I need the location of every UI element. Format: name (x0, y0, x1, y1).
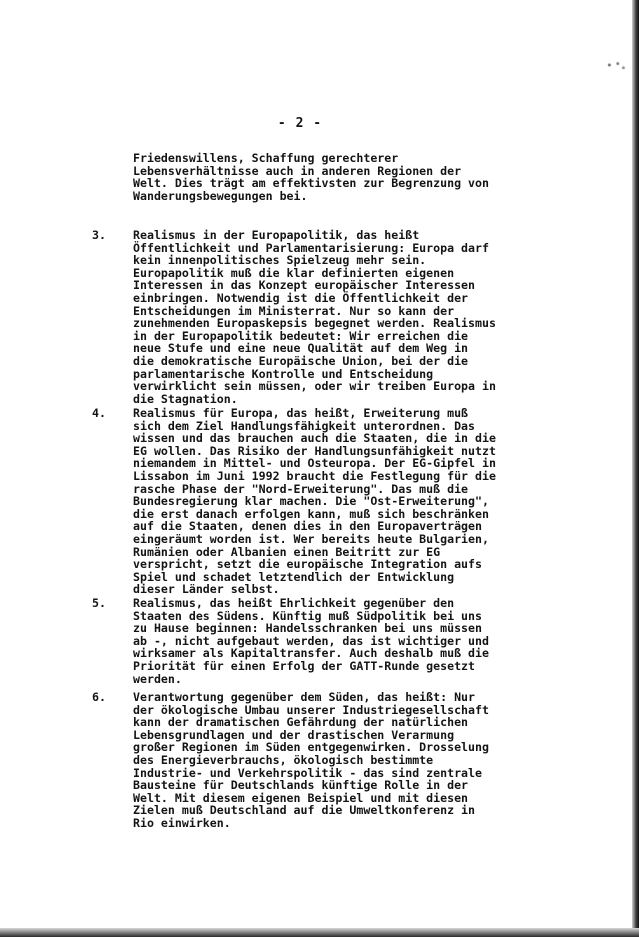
item-6-line: Lebensgrundlagen und der drastischen Verarmung (133, 727, 455, 742)
intro-line: Lebensverhältnisse auch in anderen Regionen der (133, 163, 462, 178)
item-6-line: des Energieverbrauchs, ökologisch bestimmte (133, 752, 434, 767)
item-6-line: Welt. Mit diesem eigenen Beispiel und mit diesen (133, 790, 469, 805)
item-5-line: ab -, nicht aufgebaut werden, das ist wichtiger und (133, 633, 489, 648)
item-5-line: Realismus, das heißt Ehrlichkeit gegenüber den (133, 596, 455, 610)
item-6-line: großer Regionen im Süden entgegenwirken. Drosselung (133, 740, 489, 755)
item-3-line: Öffentlichkeit und Parlamentarisierung: Europa darf (133, 240, 489, 255)
intro-paragraph (133, 152, 523, 202)
item-5-line: zu Hause beginnen: Handelsschranken bei uns müssen (133, 621, 483, 636)
item-4-line: Bundesregierung klar machen. Die "Ost-Erweiterung", (133, 494, 489, 509)
item-4-line: Lissabon im Juni 1992 braucht die Festlegung für die (133, 468, 496, 483)
item-4-line: Realismus für Europa, das heißt, Erweiterung muß (133, 406, 469, 420)
item-4-line: rasche Phase der "Nord-Erweiterung". Das muß die (133, 481, 469, 496)
item-paragraph-5 (133, 597, 523, 685)
item-6-line: Zielen muß Deutschland auf die Umweltkonferenz in (133, 803, 476, 818)
item-paragraph-4 (133, 407, 523, 596)
item-3-line: die Stagnation. (133, 391, 238, 406)
item-3-line: in der Europapolitik bedeutet: Wir erreichen die (133, 328, 469, 343)
item-4-line: dieser Länder selbst. (133, 582, 280, 597)
scan-edge-right (632, 0, 639, 937)
item-4-line: auf die Staaten, denen dies in den Europaverträgen (133, 519, 483, 534)
item-4-line: Rumänien oder Albanien einen Beitritt zur EG (133, 544, 441, 559)
item-3-line: Entscheidungen im Ministerrat. Nur so kann der (133, 303, 455, 318)
scan-speck (601, 58, 629, 72)
item-6-line: kann der dramatischen Gefährdung der natürlichen (133, 715, 469, 730)
item-4-line: eingeräumt worden ist. Wer bereits heute Bulgarien, (133, 531, 489, 546)
item-4-line: EG wollen. Das Risiko der Handlungsunfähigkeit nutzt (133, 443, 496, 458)
item-3-line: neue Stufe und eine neue Qualität auf dem Weg in (133, 341, 469, 356)
item-5-line: werden. (133, 671, 182, 686)
item-4-line: Spiel und schadet letztendlich der Entwicklung (133, 569, 455, 584)
intro-line: Wanderungsbewegungen bei. (133, 188, 308, 203)
item-3-line: Realismus in der Europapolitik, das heißt (133, 228, 420, 242)
item-6-line: Industrie- und Verkehrspolitik - das sind zentrale (133, 765, 483, 780)
item-3-line: die demokratische Europäische Union, bei der die (133, 353, 469, 368)
item-3-line: Interessen in das Konzept europäischer Interessen (133, 278, 476, 293)
item-5-line: Priorität für einen Erfolg der GATT-Runde gesetzt (133, 658, 476, 673)
item-3-line: parlamentarische Kontrolle und Entscheidung (133, 366, 434, 381)
item-3-line: kein innenpolitisches Spielzeug mehr sein. (133, 253, 427, 268)
item-number-4: 4. (92, 406, 106, 420)
item-5-line: wirksamer als Kapitaltransfer. Auch deshalb muß die (133, 646, 489, 661)
item-6-line: Bausteine für Deutschlands künftige Rolle in der (133, 778, 469, 793)
item-4-line: wissen und das brauchen auch die Staaten, die in die (133, 431, 496, 446)
item-paragraph-6 (133, 691, 523, 830)
item-number-6: 6. (92, 690, 106, 704)
scan-edge-bottom (0, 928, 639, 937)
item-6-line: Verantwortung gegenüber dem Süden, das heißt: Nur (133, 690, 476, 704)
item-4-line: sich dem Ziel Handlungsfähigkeit unterordnen. Das (133, 418, 476, 433)
item-6-line: Rio einwirken. (133, 815, 231, 830)
item-paragraph-3 (133, 229, 523, 405)
item-3-line: verwirklicht sein müssen, oder wir treiben Europa in (133, 379, 496, 394)
intro-line: Friedenswillens, Schaffung gerechterer (133, 151, 399, 165)
item-number-5: 5. (92, 596, 106, 610)
item-4-line: niemandem in Mittel- und Osteuropa. Der EG-Gipfel in (133, 456, 496, 471)
item-6-line: der ökologische Umbau unserer Industriegesellschaft (133, 702, 489, 717)
item-5-line: Staaten des Südens. Künftig muß Südpolitik bei uns (133, 608, 483, 623)
item-number-3: 3. (92, 228, 106, 242)
intro-line: Welt. Dies trägt am effektivsten zur Begrenzung von (133, 176, 489, 191)
page-number: - 2 - (277, 116, 323, 131)
item-3-line: Europapolitik muß die klar definierten eigenen (133, 265, 455, 280)
item-3-line: einbringen. Notwendig ist die Öffentlichkeit der (133, 290, 469, 305)
item-4-line: die erst danach erfolgen kann, muß sich beschränken (133, 506, 489, 521)
item-3-line: zunehmenden Europaskepsis begegnet werden. Realismus (133, 316, 496, 331)
item-4-line: verspricht, setzt die europäische Integration aufs (133, 557, 483, 572)
